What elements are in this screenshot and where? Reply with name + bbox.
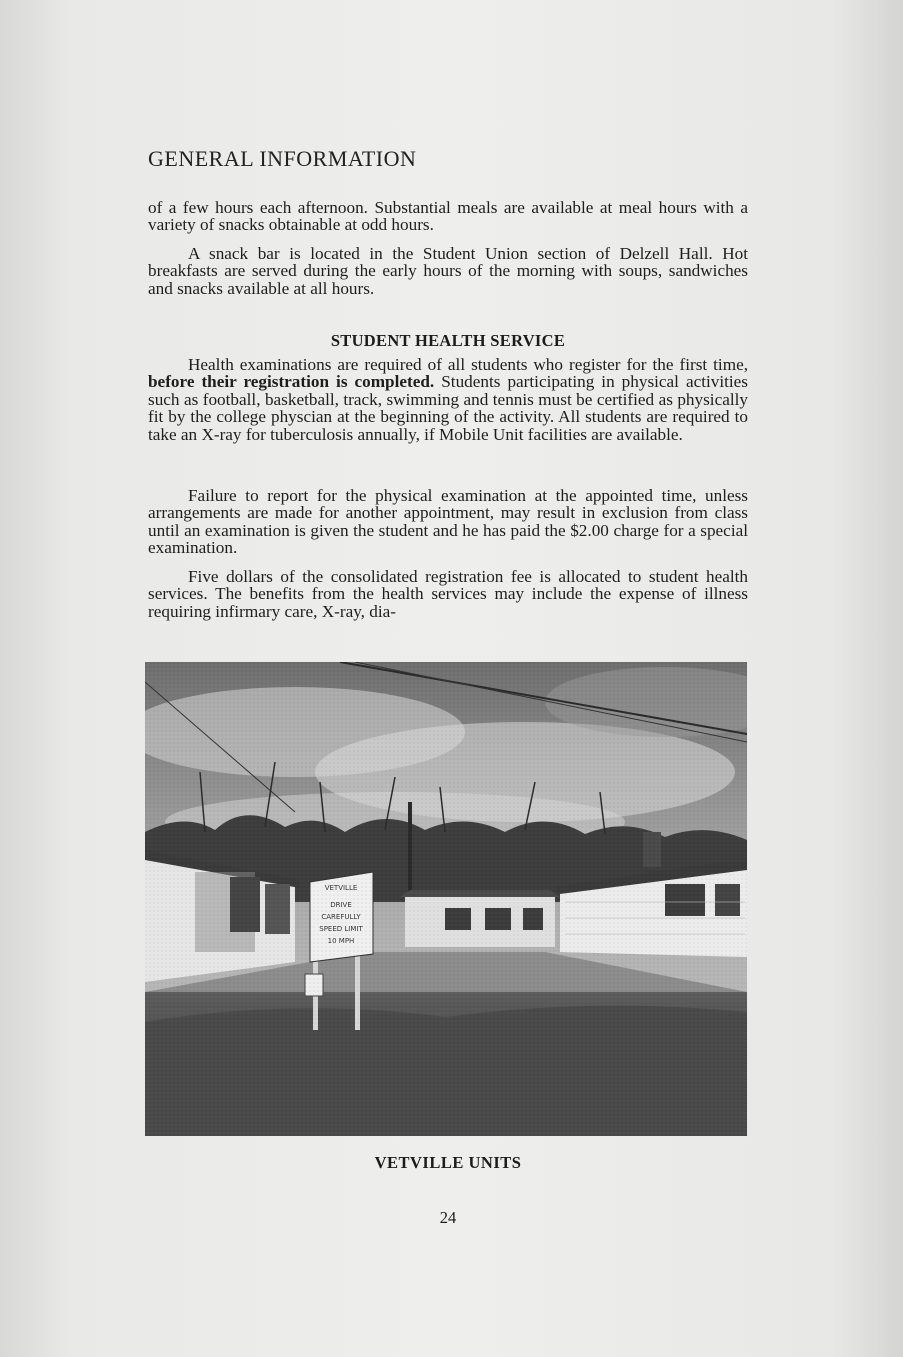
paragraph-snack-bar: A snack bar is located in the Student Union section of Delzell Hall. Hot breakfasts are served during the early hours of the morning with soups, sandwiches and snacks available at all hours. — [148, 244, 748, 298]
paragraph-health-exams — [148, 356, 748, 443]
photo-caption: VETVILLE UNITS — [374, 1153, 522, 1172]
health-exams-text-1: Health examinations are required of all students who register for the first time, — [188, 355, 748, 374]
health-exams-emphasis: before their registration is completed. — [148, 372, 435, 392]
paragraph-failure-to-report: Failure to report for the physical examination at the appointed time, unless arrangements are made for another appointment, may result in exclusion from class until an examination is given the student and he has paid the $2.00 charge for a special examination. — [148, 486, 748, 558]
page-number: 24 — [439, 1208, 457, 1227]
section-heading-health-service: STUDENT HEALTH SERVICE — [330, 331, 566, 350]
paragraph-registration-fee: Five dollars of the consolidated registration fee is allocated to student health services. The benefits from the health services may include the expense of illness requiring infirmary care, X-ray, dia- — [148, 567, 748, 621]
vetville-photo — [145, 662, 747, 1136]
health-exams-text-2: Students participating in physical activities such as football, basketball, track, swimming and tennis must be certified as physically fit by the college physcian at the beginning of the activity. All students are required to take an X-ray for tuberculosis annually, if Mobile Unit facilities are available. — [148, 372, 748, 444]
running-head: GENERAL INFORMATION — [148, 146, 417, 171]
vetville-photo-illustration — [145, 662, 747, 1136]
paragraph-meals: of a few hours each afternoon. Substantial meals are available at meal hours with a variety of snacks obtainable at odd hours. — [148, 198, 748, 235]
